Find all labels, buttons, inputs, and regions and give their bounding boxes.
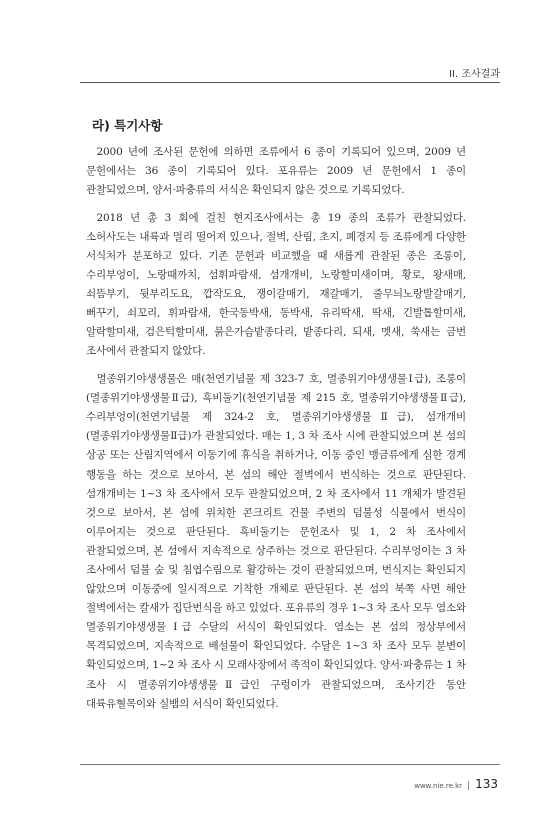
paragraph-endangered-species: 멸종위기야생생물은 매(천연기념물 제 323-7 호, 멸종위기야생생물Ⅰ급), 조롱이(멸종위기야생생물Ⅱ급), 흑비둘기(천연기념물 제 215 호, 멸종위기야생생물Ⅱ급), 수리부엉이(천연기념물 제 324-2 호, 멸종위기야생생물Ⅱ급), 섬개개비(멸종위기야생생물Ⅱ급)가 관찰되었다. 매는 1, 3 차 조사 시에 관찰되었으며 본 섬의 상공 또는 산림지역에서 이동기에 휴식을 취하거나, 이동 중인 맹금류에게 심한 경계 행동을 하는 것으로 보아서, 본 섬의 해안 절벽에서 번식하는 것으로 판단된다. 섬개개비는 1~3 차 조사에서 모두 관찰되었으며, 2 차 조사에서 11 개체가 발견된 것으로 보아서, 본 섬에 위치한 콘크리트 건물 주변의 덤불성 식물에서 번식이 이루어지는 것으로 판단된다. 흑비둘기는 문헌조사 및 1, 2 차 조사에서 관찰되었으며, 본 섬에서 지속적으로 상주하는 것으로 판단된다. 수리부엉이는 3 차 조사에서 덤불 숲 및 침엽수림으로 활강하는 것이 관찰되었으며, 번식지는 확인되지 않았으며 이동중에 일시적으로 기착한 개체로 판단된다. 본 섬의 북쪽 사면 해안 절벽에서는 칼새가 집단번식을 하고 있었다. 포유류의 경우 1~3 차 조사 모두 염소와 멸종위기야생생물 Ⅰ급 수달의 서식이 확인되었다. 염소는 본 섬의 정상부에서 목격되었으며, 지속적으로 배설물이 확인되었다. 수달은 1~3 차 조사 모두 분변이 확인되었으며, 1~2 차 조사 시 모래사장에서 족적이 확인되었다. 양서·파충류는 1 차 조사 시 멸종위기야생생물Ⅱ급인 구렁이가 관찰되었으며, 조사기간 동안 대륙유혈목이와 실뱀의 서식이 확인되었다. xyxy=(86,373,466,710)
footer-separator: | xyxy=(467,781,471,791)
paragraph-literature: 2000 년에 조사된 문헌에 의하면 조류에서 6 종이 기록되어 있으며, 2009 년 문헌에서는 36 종이 기록되어 있다. 포유류는 2009 년 문헌에서 1 종이 관찰되었으며, 양서·파충류의 서식은 확인되지 않은 것으로 기록되었다. xyxy=(86,146,466,197)
page-number: 133 xyxy=(475,777,498,791)
footer-divider xyxy=(80,764,500,765)
section-heading: 라) 특기사항 xyxy=(92,118,163,133)
chapter-label: II. 조사결과 xyxy=(449,69,500,80)
footer-url: www.nie.re.kr xyxy=(414,782,463,790)
paragraph-field-survey: 2018 년 총 3 회에 걸친 현지조사에서는 총 19 종의 조류가 관찰되었다. 소허사도는 내륙과 멀리 떨어져 있으나, 절벽, 산림, 초지, 폐경지 등 조류에게 다양한 서식처가 분포하고 있다. 기존 문헌과 비교했을 때 새롭게 관찰된 종은 조롱이, 수리부엉이, 노랑때까치, 섬휘파람새, 섬개개비, 노랑할미새이며, 황로, 왕새매, 쇠뜸부기, 뒷부리도요, 깝작도요, 쟁이갈매기, 재갈매기, 줄무늬노랑발갈매기, 뻐꾸기, 쇠꼬리, 휘파람새, 한국동박새, 동박새, 유리딱새, 딱새, 긴발톱할미새, 알락할미새, 검은턱할미새, 붉은가슴밭종다리, 밭종다리, 되새, 멧새, 쑥새는 금번 조사에서 관찰되지 않았다. xyxy=(86,211,466,358)
body-text xyxy=(86,143,466,722)
page-footer xyxy=(414,777,498,791)
header-divider xyxy=(80,82,500,83)
